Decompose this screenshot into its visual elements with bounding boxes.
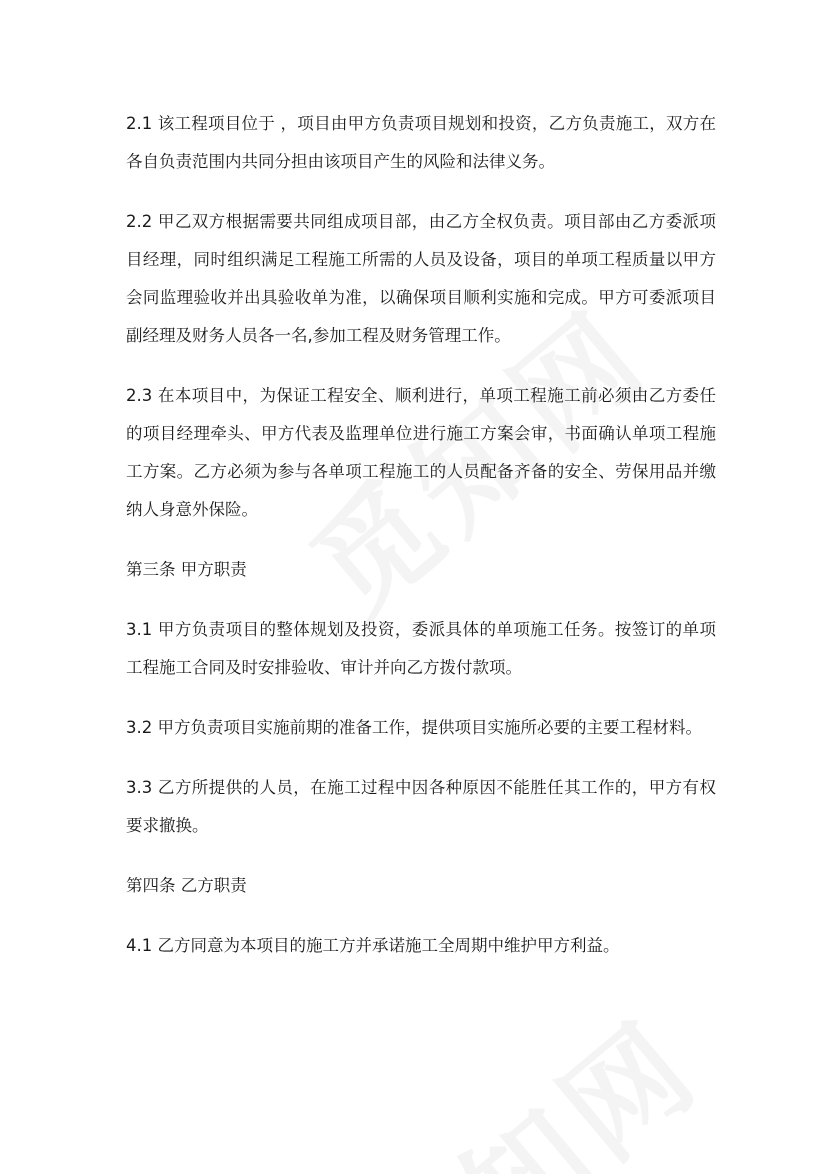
section-heading-article-4: 第四条 乙方职责 <box>126 876 247 895</box>
section-heading-article-3: 第三条 甲方职责 <box>126 560 247 579</box>
watermark <box>320 975 729 1174</box>
clause-2-3: 2.3 在本项目中，为保证工程安全、顺利进行，单项工程施工前必须由乙方委任的项目经理牵头、甲方代表及监理单位进行施工方案会审，书面确认单项工程施工方案。乙方必须为参与各单项工程施工的人员配备齐备的安全、劳保用品并缴纳人身意外保险。 <box>126 386 716 519</box>
clause-4-1: 4.1 乙方同意为本项目的施工方并承诺施工全周期中维护甲方利益。 <box>126 936 620 955</box>
clause-3-1: 3.1 甲方负责项目的整体规划及投资，委派具体的单项施工任务。按签订的单项工程施工合同及时安排验收、审计并向乙方拨付款项。 <box>126 620 716 677</box>
document-body <box>126 105 716 987</box>
clause-2-2: 2.2 甲乙双方根据需要共同组成项目部，由乙方全权负责。项目部由乙方委派项目经理，同时组织满足工程施工所需的人员及设备，项目的单项工程质量以甲方会同监理验收并出具验收单为准，以确保项目顺利实施和完成。甲方可委派项目副经理及财务人员各一名,参加工程及财务管理工作。 <box>126 212 716 345</box>
clause-3-2: 3.2 甲方负责项目实施前期的准备工作，提供项目实施所必要的主要工程材料。 <box>126 718 702 737</box>
clause-2-1: 2.1 该工程项目位于 ，项目由甲方负责项目规划和投资，乙方负责施工，双方在各自负责范围内共同分担由该项目产生的风险和法律义务。 <box>126 114 716 171</box>
clause-3-3: 3.3 乙方所提供的人员，在施工过程中因各种原因不能胜任其工作的，甲方有权要求撤换。 <box>126 778 716 835</box>
